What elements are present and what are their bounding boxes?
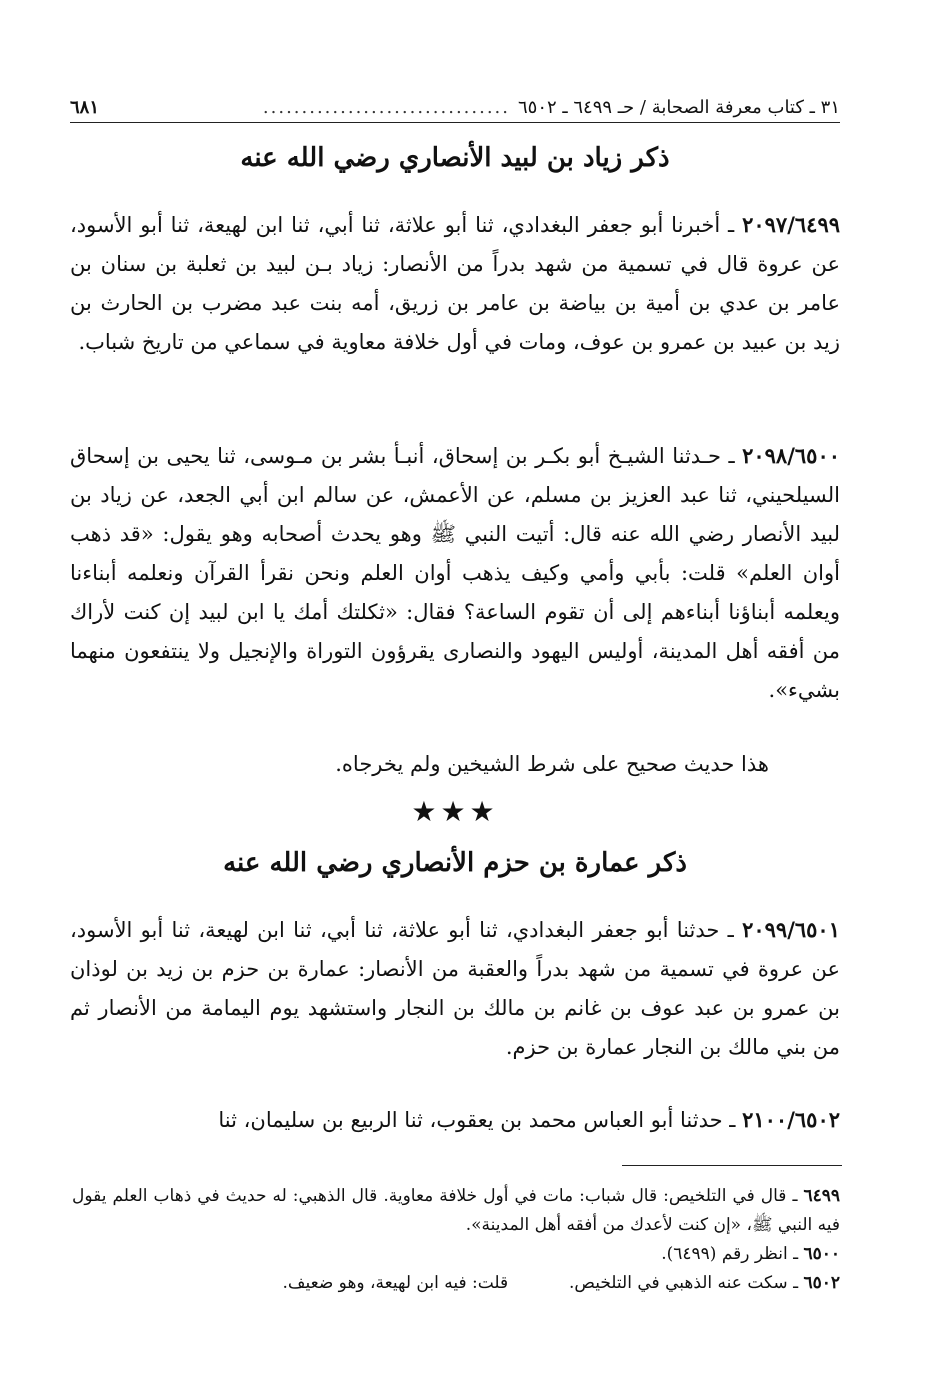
- hadith-6499: [70, 205, 840, 362]
- running-header: [70, 88, 840, 123]
- hadith-verdict: هذا حديث صحيح على شرط الشيخين ولم يخرجاه.: [335, 752, 769, 776]
- hadith-text: ـ حدثنا أبو العباس محمد بن يعقوب، ثنا الربيع بن سليمان، ثنا: [218, 1108, 736, 1132]
- hadith-number: ٢٠٩٧/٦٤٩٩: [742, 212, 840, 237]
- footnote-number: ٦٥٠٢: [803, 1273, 840, 1293]
- section-title-umara: ذكر عمارة بن حزم الأنصاري رضي الله عنه: [223, 848, 687, 878]
- footnote-6500: [72, 1240, 840, 1269]
- page-number: ٦٨١: [70, 97, 100, 118]
- hadith-number: ٢٠٩٩/٦٥٠١: [742, 917, 840, 942]
- hadith-6502: [70, 1100, 840, 1140]
- footnote-text: ـ سكت عنه الذهبي في التلخيص.: [568, 1273, 799, 1293]
- footnote-6499: [72, 1182, 840, 1240]
- header-title: ٣١ ـ كتاب معرفة الصحابة / حـ ٦٤٩٩ ـ ٦٥٠٢: [518, 97, 840, 118]
- hadith-text: ـ أخبرنا أبو جعفر البغدادي، ثنا أبو علاثة، ثنا أبي، ثنا ابن لهيعة، ثنا أبو الأسود، عن عروة قال في تسمية من شهد بدراً من الأنصار: زياد بـن لبيد بن ثعلبة بن سنان بن عامر بن عدي بن أمية بن بياضة بن عامر بن زريق، أمه بنت عبد مضرب بن الحارث بن زيد بن عبيد بن عمرو بن عوف، ومات في أول خلافة معاوية في سماعي من تاريخ شباب.: [70, 213, 840, 354]
- hadith-text: ـ حدثنا أبو جعفر البغدادي، ثنا أبو علاثة، ثنا أبي، ثنا ابن لهيعة، ثنا أبو الأسود، عن عروة في تسمية من شهد بدراً والعقبة من الأنصار: عمارة بن حزم بن زيد بن لوذان بن عمرو بن عبد عوف بن غانم بن مالك بن النجار واستشهد يوم اليمامة من الأنصار ثم من بني مالك بن النجار عمارة بن حزم.: [70, 918, 840, 1059]
- footnotes: [72, 1182, 840, 1298]
- footnote-number: ٦٤٩٩: [803, 1186, 841, 1206]
- footnote-text-note: قلت: فيه ابن لهيعة، وهو ضعيف.: [282, 1273, 509, 1293]
- footnote-divider: [622, 1165, 842, 1166]
- hadith-text: ـ حـدثنا الشيـخ أبو بكـر بن إسحاق، أنبـأ بشر بن مـوسى، ثنا يحيى بن إسحاق السيلحيني، ثنا عبد العزيز بن مسلم، عن الأعمش، عن سالم ابن أبي الجعد، عن زياد بن لبيد الأنصار رضي الله عنه قال: أتيت النبي ﷺ وهو يحدث أصحابه وهو يقول: «قد ذهب أوان العلم» قلت: بأبي وأمي وكيف يذهب أوان العلم ونحن نقرأ القرآن ونعلمه أبناءنا ويعلمه أبناؤنا أبناءهم إلى أن تقوم الساعة؟ فقال: «ثكلتك أمك يا ابن لبيد إن كنت لأراك من أفقه أهل المدينة، أوليس اليهود والنصارى يقرؤون التوراة والإنجيل ولا ينتفعون منهما بشيء».: [70, 444, 840, 702]
- footnote-number: ٦٥٠٠: [803, 1244, 840, 1264]
- footnote-6502: [72, 1269, 840, 1298]
- hadith-number: ٢١٠٠/٦٥٠٢: [742, 1107, 840, 1132]
- hadith-number: ٢٠٩٨/٦٥٠٠: [742, 443, 840, 468]
- section-separator-stars: ★★★: [411, 795, 499, 828]
- hadith-6500: [70, 436, 840, 710]
- section-title-ziyad: ذكر زياد بن لبيد الأنصاري رضي الله عنه: [240, 143, 670, 173]
- footnote-text: ـ قال في التلخيص: قال شباب: مات في أول خلافة معاوية. قال الذهبي: له حديث في ذهاب العلم يقول فيه النبي ﷺ، «إن كنت لأعدك من أفقه أهل المدينة».: [72, 1186, 840, 1235]
- hadith-6501: [70, 910, 840, 1067]
- header-leader-dots: ................................: [262, 97, 510, 118]
- footnote-text: ـ انظر رقم (٦٤٩٩).: [661, 1244, 799, 1264]
